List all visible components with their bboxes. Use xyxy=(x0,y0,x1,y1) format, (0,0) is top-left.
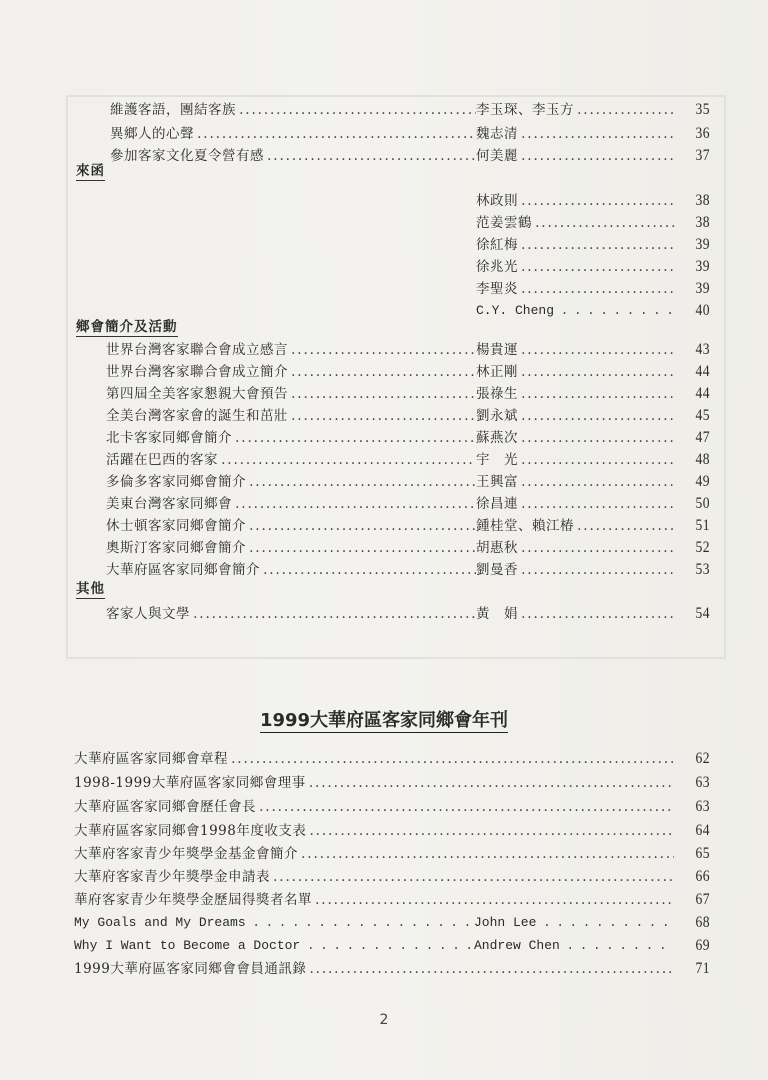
entry-author: 徐紅梅 . . . xyxy=(476,234,676,256)
toc-entry xyxy=(476,300,710,322)
entry-page: 40 xyxy=(695,302,710,319)
entry-title: 參加客家文化夏令營有感 . . . xyxy=(110,145,476,167)
yearbook-title xyxy=(0,706,768,732)
entry-page: 63 xyxy=(695,774,710,791)
entry-page: 36 xyxy=(695,125,710,142)
entry-title: 大華府區客家同鄉會歷任會長 . . . xyxy=(74,796,674,818)
entry-title: 客家人與文學 . . . xyxy=(106,603,476,625)
entry-author: 林正剛 . . . xyxy=(476,361,676,383)
entry-page: 51 xyxy=(695,517,710,534)
entry-page: 38 xyxy=(695,214,710,231)
entry-title: 華府客家青少年獎學金歷屆得獎者名單 . . . xyxy=(74,889,674,911)
toc-entry xyxy=(106,427,710,449)
entry-page: 49 xyxy=(695,473,710,490)
entry-page: 62 xyxy=(695,750,710,767)
entry-author: 林政則 . . . xyxy=(476,190,676,212)
entry-title: Why I Want to Become a Doctor . . . xyxy=(74,935,474,957)
entry-title: 大華府區客家同鄉會章程 . . . xyxy=(74,748,674,770)
page-number: 2 xyxy=(379,1012,389,1028)
toc-entry xyxy=(106,559,710,581)
toc-entry xyxy=(74,866,710,888)
entry-page: 37 xyxy=(695,147,710,164)
entry-title: 多倫多客家同鄉會簡介 . . . xyxy=(106,471,476,493)
yearbook-title-text: 1999大華府區客家同鄉會年刊 xyxy=(259,710,509,731)
entry-title: 異鄉人的心聲 . . . xyxy=(110,123,476,145)
entry-page: 71 xyxy=(695,960,710,977)
entry-page: 65 xyxy=(695,845,710,862)
entry-author: 徐兆光 . . . xyxy=(476,256,676,278)
section-heading-others: 其他 xyxy=(76,581,105,597)
entry-page: 43 xyxy=(695,341,710,358)
entry-page: 39 xyxy=(695,258,710,275)
entry-author: 宇 光 . . . xyxy=(476,449,676,471)
entry-page: 38 xyxy=(695,192,710,209)
toc-entry xyxy=(106,537,710,559)
entry-title: 大華府客家青少年獎學金申請表 . . . xyxy=(74,866,674,888)
toc-entry xyxy=(106,471,710,493)
entry-title: 大華府區客家同鄉會1998年度收支表 . . . xyxy=(74,820,674,842)
entry-page: 53 xyxy=(695,561,710,578)
entry-page: 69 xyxy=(695,937,710,954)
entry-page: 68 xyxy=(695,914,710,931)
entry-author: John Lee . . . xyxy=(474,912,674,934)
toc-entry xyxy=(476,212,710,234)
entry-page: 48 xyxy=(695,451,710,468)
entry-author: 范姜雲鶴 . . . xyxy=(476,212,676,234)
toc-entry xyxy=(106,515,710,537)
entry-title: 北卡客家同鄉會簡介 . . . xyxy=(106,427,476,449)
entry-page: 54 xyxy=(695,605,710,622)
toc-entry xyxy=(74,843,710,865)
toc-entry xyxy=(106,603,710,625)
entry-author: 胡惠秋 . . . xyxy=(476,537,676,559)
toc-entry xyxy=(110,99,710,121)
toc-entry xyxy=(476,234,710,256)
entry-author: 楊貴運 . . . xyxy=(476,339,676,361)
entry-title: 1998-1999大華府區客家同鄉會理事 . . . xyxy=(74,772,674,794)
entry-page: 45 xyxy=(695,407,710,424)
toc-entry xyxy=(74,958,710,980)
entry-title: 奧斯汀客家同鄉會簡介 . . . xyxy=(106,537,476,559)
entry-author: 劉曼香 . . . xyxy=(476,559,676,581)
entry-page: 44 xyxy=(695,363,710,380)
entry-title: 全美台灣客家會的誕生和茁壯 . . . xyxy=(106,405,476,427)
section-heading-associations: 鄉會簡介及活動 xyxy=(76,319,178,335)
entry-page: 39 xyxy=(695,280,710,297)
toc-entry xyxy=(106,493,710,515)
entry-title: 世界台灣客家聯合會成立簡介 . . . xyxy=(106,361,476,383)
toc-entry xyxy=(74,820,710,842)
entry-title: 維護客語，團結客族 . . . xyxy=(110,99,476,121)
toc-entry xyxy=(74,935,710,957)
entry-author: 徐昌連 . . . xyxy=(476,493,676,515)
entry-author: Andrew Chen . . . xyxy=(474,935,674,957)
entry-page: 66 xyxy=(695,868,710,885)
toc-entry xyxy=(74,772,710,794)
entry-author: 李聖炎 . . . xyxy=(476,278,676,300)
entry-title: 活躍在巴西的客家 . . . xyxy=(106,449,476,471)
entry-title: 大華府區客家同鄉會簡介 . . . xyxy=(106,559,476,581)
entry-page: 44 xyxy=(695,385,710,402)
entry-author: 王興富 . . . xyxy=(476,471,676,493)
toc-entry xyxy=(476,256,710,278)
entry-page: 50 xyxy=(695,495,710,512)
toc-entry xyxy=(106,339,710,361)
toc-entry xyxy=(106,383,710,405)
toc-entry xyxy=(110,145,710,167)
entry-title: 休士頓客家同鄉會簡介 . . . xyxy=(106,515,476,537)
entry-title: 1999大華府區客家同鄉會會員通訊錄 . . . xyxy=(74,958,674,980)
toc-entry xyxy=(476,278,710,300)
toc-entry xyxy=(476,190,710,212)
entry-author: 劉永斌 . . . xyxy=(476,405,676,427)
entry-page: 47 xyxy=(695,429,710,446)
entry-page: 67 xyxy=(695,891,710,908)
toc-entry xyxy=(74,912,710,934)
toc-entry xyxy=(106,405,710,427)
toc-entry xyxy=(74,748,710,770)
entry-title: 第四屆全美客家懇親大會預告 . . . xyxy=(106,383,476,405)
toc-entry xyxy=(74,889,710,911)
toc-entry xyxy=(106,449,710,471)
entry-page: 64 xyxy=(695,822,710,839)
entry-author: 李玉琛、李玉方 . . . xyxy=(476,99,676,121)
toc-entry xyxy=(74,796,710,818)
entry-title: 美東台灣客家同鄉會 . . . xyxy=(106,493,476,515)
entry-title: 世界台灣客家聯合會成立感言 . . . xyxy=(106,339,476,361)
toc-entry xyxy=(110,123,710,145)
section-heading-letters: 來函 xyxy=(76,163,105,179)
entry-page: 63 xyxy=(695,798,710,815)
entry-author: 何美麗 . . . xyxy=(476,145,676,167)
entry-title: 大華府客家青少年獎學金基金會簡介 . . . xyxy=(74,843,674,865)
entry-page: 35 xyxy=(695,101,710,118)
entry-author: 蘇燕次 . . . xyxy=(476,427,676,449)
entry-author: 張祿生 . . . xyxy=(476,383,676,405)
entry-author: C.Y. Cheng . . . xyxy=(476,300,676,322)
entry-author: 魏志清 . . . xyxy=(476,123,676,145)
entry-author: 黃 娟 . . . xyxy=(476,603,676,625)
entry-page: 52 xyxy=(695,539,710,556)
entry-author: 鍾桂堂、賴江椿 . . . xyxy=(476,515,676,537)
toc-entry xyxy=(106,361,710,383)
entry-title: My Goals and My Dreams . . . xyxy=(74,912,474,934)
entry-page: 39 xyxy=(695,236,710,253)
